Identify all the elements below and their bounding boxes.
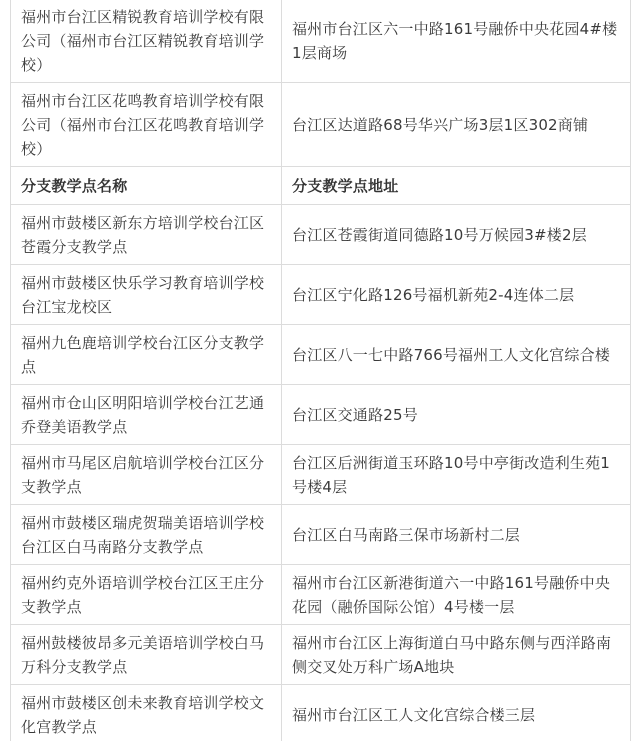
branch-address-cell: 台江区白马南路三保市场新村二层 (282, 505, 631, 565)
table-row (11, 565, 631, 625)
school-address-cell: 福州市台江区六一中路161号融侨中央花园4#楼1层商场 (282, 0, 631, 83)
branch-name-cell: 福州鼓楼彼昂多元美语培训学校白马万科分支教学点 (11, 625, 282, 685)
table-row (11, 325, 631, 385)
table-row (11, 685, 631, 741)
school-address-cell: 台江区达道路68号华兴广场3层1区302商铺 (282, 83, 631, 167)
branch-address-cell: 福州市台江区工人文化宫综合楼三层 (282, 685, 631, 741)
branch-address-cell: 福州市台江区上海街道白马中路东侧与西洋路南侧交叉处万科广场A地块 (282, 625, 631, 685)
branch-name-cell: 福州市鼓楼区新东方培训学校台江区苍霞分支教学点 (11, 205, 282, 265)
branch-address-cell: 台江区交通路25号 (282, 385, 631, 445)
branch-name-cell: 福州市鼓楼区瑞虎贺瑞美语培训学校台江区白马南路分支教学点 (11, 505, 282, 565)
table-row (11, 625, 631, 685)
school-name-cell: 福州市台江区精锐教育培训学校有限公司（福州市台江区精锐教育培训学校） (11, 0, 282, 83)
table-row (11, 0, 631, 83)
table-row (11, 385, 631, 445)
branch-name-header: 分支教学点名称 (11, 167, 282, 205)
branch-address-header: 分支教学点地址 (282, 167, 631, 205)
branch-name-cell: 福州市仓山区明阳培训学校台江艺通乔登美语教学点 (11, 385, 282, 445)
branch-name-cell: 福州九色鹿培训学校台江区分支教学点 (11, 325, 282, 385)
branch-address-cell: 台江区苍霞街道同德路10号万候园3#楼2层 (282, 205, 631, 265)
table-row (11, 205, 631, 265)
branch-address-cell: 台江区八一七中路766号福州工人文化宫综合楼 (282, 325, 631, 385)
table-row (11, 83, 631, 167)
branch-address-cell: 福州市台江区新港街道六一中路161号融侨中央花园（融侨国际公馆）4号楼一层 (282, 565, 631, 625)
branch-name-cell: 福州市鼓楼区快乐学习教育培训学校台江宝龙校区 (11, 265, 282, 325)
branch-address-cell: 台江区宁化路126号福机新苑2-4连体二层 (282, 265, 631, 325)
branch-name-cell: 福州市鼓楼区创未来教育培训学校文化宫教学点 (11, 685, 282, 741)
school-name-cell: 福州市台江区花鸣教育培训学校有限公司（福州市台江区花鸣教育培训学校） (11, 83, 282, 167)
branch-address-cell: 台江区后洲街道玉环路10号中亭街改造利生苑1号楼4层 (282, 445, 631, 505)
branch-header-row (11, 167, 631, 205)
school-list-table (10, 0, 631, 741)
table-row (11, 505, 631, 565)
table-row (11, 265, 631, 325)
branch-name-cell: 福州约克外语培训学校台江区王庄分支教学点 (11, 565, 282, 625)
branch-name-cell: 福州市马尾区启航培训学校台江区分支教学点 (11, 445, 282, 505)
table-row (11, 445, 631, 505)
